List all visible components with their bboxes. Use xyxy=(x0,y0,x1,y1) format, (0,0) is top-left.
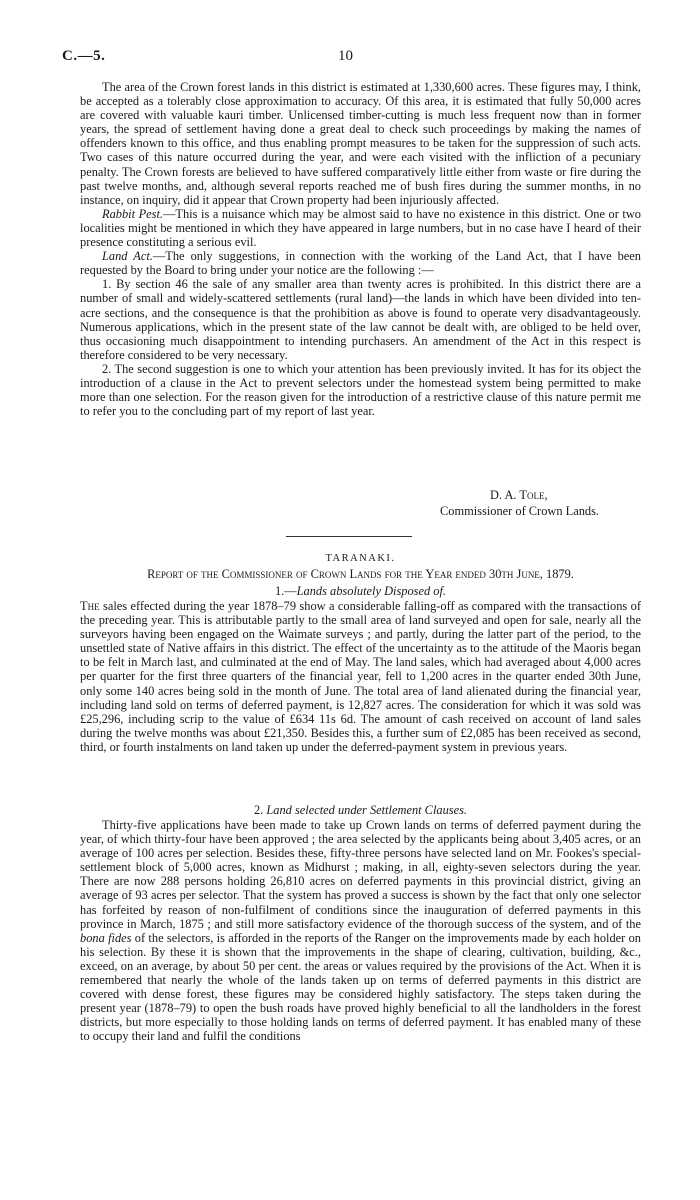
district-heading: TARANAKI. xyxy=(325,553,396,564)
signature-name: D. A. Tole, xyxy=(490,488,548,502)
page-number: 10 xyxy=(338,48,353,64)
paragraph-forest-lands: The area of the Crown forest lands in this district is estimated at 1,330,600 acres. These figures may, I think, be accepted as a tolerably close approximation to accuracy. Of this area, it is estimated that fully 50,000 acres are covered with valuable kauri timber. Unlicensed timber-cutting is much less frequent now than in former years, the spread of settlement having done a great deal to check such proceedings by making the names of offenders known to this office, and thus enabling prompt measures to be taken for the suppression of such acts. Two cases of this nature occurred during the year, and were each visited with the infliction of a pecuniary penalty. The Crown forests are believed to have suffered comparatively little either from waste or fire during the past twelve months, and, although several reports reached me of bush fires during the summer months, in no instance, on inquiry, did it appear that Crown property had been injuriously affected. xyxy=(80,80,641,207)
paragraph-land-sales: The sales effected during the year 1878–79 show a considerable falling-off as compared with the transactions of the preceding year. This is attributable partly to the small area of land surveyed and open for sale, nearly all the surveyors having been engaged on the Waimate surveys ; and partly, during the latter part of the period, to the unsettled state of Native affairs in this district. The effect of the uncertainty as to the attitude of the Maoris began to be felt in March last, and culminated at the end of May. The land sales, which had averaged about 4,000 acres per quarter for the first three quarters of the financial year, fell to 1,200 acres in the quarter ended 30th June, only some 140 acres being sold in the month of June. The total area of land alienated during the financial year, including land sold on terms of deferred payment, is 12,827 acres. The consideration for which it was sold was £25,296, including scrip to the value of £634 11s 6d. The amount of cash received on account of land sales during the twelve months was about £21,350. Besides this, a further sum of £2,085 has been received as second, third, or fourth instalments on land taken up under the deferred-payment system in previous years. xyxy=(80,599,641,754)
paragraph-deferred-payment: Thirty-five applications have been made to take up Crown lands on terms of deferred payment during the year, of which thirty-four have been approved ; the area selected by the applicants being about 3,405 acres, or an average of 100 acres per selection. Besides these, fifty-three persons have selected land on Mr. Fookes's special-settlement block of 5,000 acres, known as Midhurst ; making, in all, eighty-seven selectors during the year. There are now 288 persons holding 26,810 acres on deferred payments in this provincial district, giving an average of 93 acres per selector. That the system has proved a success is shown by the fact that only one selector has forfeited by reason of non-fulfilment of conditions since the inauguration of deferred payments in this province in March, 1875 ; and still more satisfactory evidence of the thorough success of the system, and of the bona fides of the selectors, is afforded in the reports of the Ranger on the improvements made by each holder on his selection. By these it is shown that the improvements in the shape of clearing, cultivation, building, &c., exceed, on an average, by about 50 per cent. the areas or values required by the provisions of the Act. When it is remembered that nearly the whole of the lands taken up on terms of deferred payments in this district are covered with dense forest, these figures may be considered highly satisfactory. The steps taken during the present year (1878–79) to open the bush roads have proved highly beneficial to all the landholders in the forest districts, but more especially to those holding lands on terms of deferred payment. It has enabled many of these to occupy their land and fulfil the conditions xyxy=(80,818,641,1044)
report-body-top xyxy=(80,80,641,418)
section-2-body xyxy=(80,818,641,1044)
paragraph-suggestion-1: 1. By section 46 the sale of any smaller area than twenty acres is prohibited. In this district there are a number of small and widely-scattered settlements (rural land)—the lands in which have been divided into ten-acre sections, and the consequence is that the prohibition as above is found to operate very disadvantageously. Numerous applications, which in the present state of the law cannot be dealt with, are obliged to be held over, thus occasioning much disappointment to intending purchasers. An amendment of the Act in this respect is therefore considered to be very necessary. xyxy=(80,277,641,362)
section-1-body xyxy=(80,599,641,754)
report-title: Report of the Commissioner of Crown Lands for the Year ended 30th June, 1879. xyxy=(147,567,574,581)
paragraph-land-act: Land Act.—The only suggestions, in connection with the working of the Land Act, that I have been requested by the Board to bring under your notice are the following :— xyxy=(80,249,641,278)
heading-land-act: Land Act. xyxy=(102,249,153,264)
section-2-heading: 2. Land selected under Settlement Clauses. xyxy=(253,803,468,817)
paragraph-rabbit-pest: Rabbit Pest.—This is a nuisance which may be almost said to have no existence in this district. One or two localities might be mentioned in which they have appeared in large numbers, but in no case have I heard of their presence constituting a serious evil. xyxy=(80,206,641,250)
heading-rabbit-pest: Rabbit Pest. xyxy=(102,206,164,221)
paragraph-suggestion-2: 2. The second suggestion is one to which your attention has been previously invited. It has for its object the introduction of a clause in the Act to prevent selectors under the homestead system being permitted to make more than one selection. For the reason given for the introduction of a restrictive clause of this nature permit me to refer you to the concluding part of my report of last year. xyxy=(80,361,641,419)
document-reference: C.—5. xyxy=(62,48,106,64)
section-divider xyxy=(286,536,412,537)
section-1-heading: 1.—Lands absolutely Disposed of. xyxy=(274,584,447,598)
signature-title: Commissioner of Crown Lands. xyxy=(440,504,600,518)
